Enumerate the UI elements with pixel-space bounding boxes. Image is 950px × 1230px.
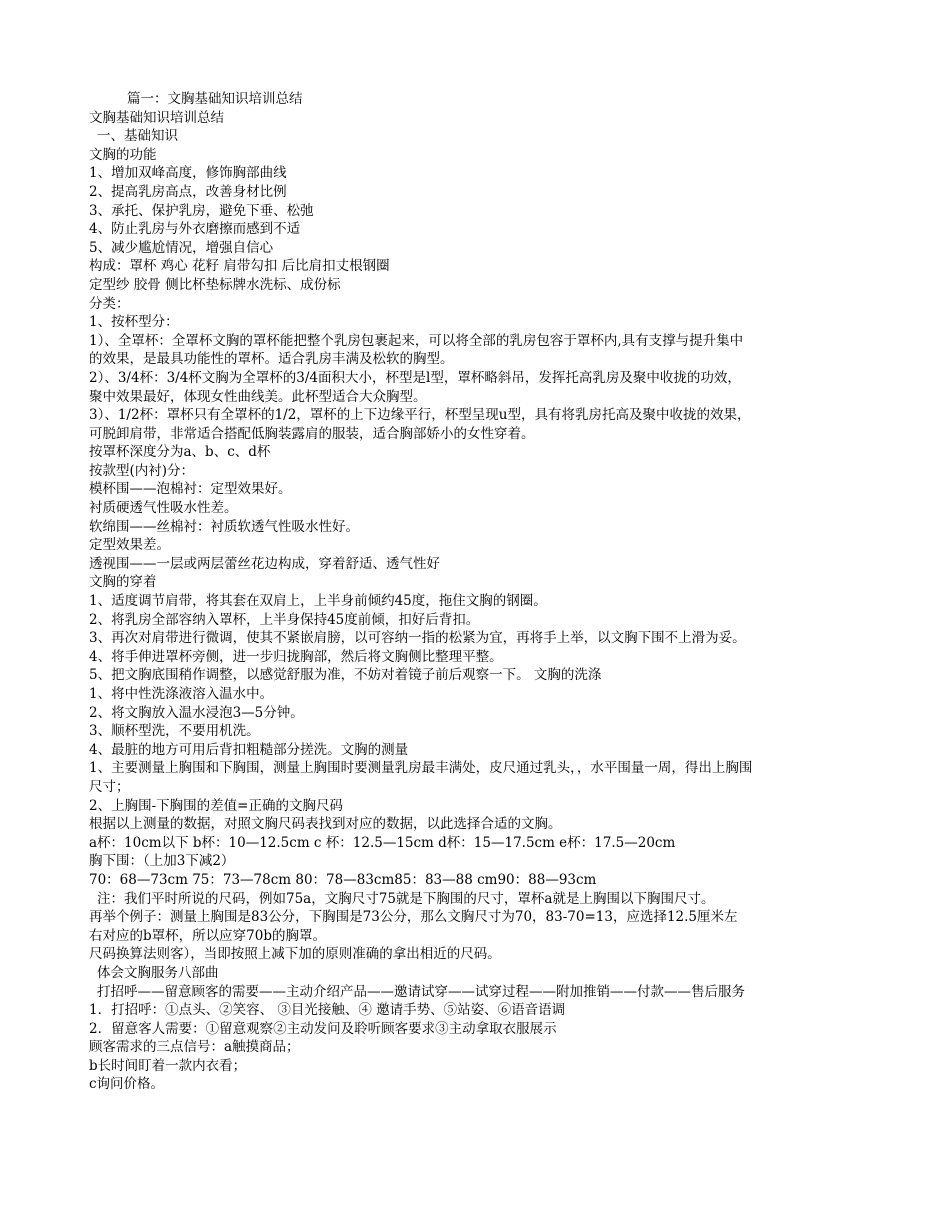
text-line: 尺寸； (89, 778, 130, 795)
text-line: 打招呼——留意顾客的需要——主动介绍产品——邀请试穿——试穿过程——附加推销——付款——售后服务 (97, 983, 745, 1000)
text-line: 2）、3/4杯：3/4杯文胸为全罩杯的3/4面积大小，杯型是l型，罩杯略斜吊，发挥托高乳房及聚中收拢的功效， (89, 369, 741, 386)
text-line: 根据以上测量的数据，对照文胸尺码表找到对应的数据，以此选择合适的文胸。 (89, 816, 562, 833)
text-line: 5、减少尴尬情况，增强自信心 (89, 239, 274, 256)
document-title: 文胸基础知识培训总结 (89, 109, 224, 126)
text-line: 按罩杯深度分为a、b、c、d杯 (89, 444, 271, 461)
text-line: 注：我们平时所说的尺码，例如75a，文胸尺寸75就是下胸围的尺寸，罩杯a就是上胸围以下胸围尺寸。 (97, 890, 715, 907)
text-line: 1、增加双峰高度，修饰胸部曲线 (89, 165, 287, 182)
text-line: a杯：10cm以下 b杯：10—12.5cm c 杯：12.5—15cm d杯：15—17.5cm e杯：17.5—20cm (89, 834, 676, 851)
text-line: 4、将手伸进罩杯旁侧，进一步归拢胸部，然后将文胸侧比整理平整。 (89, 648, 503, 665)
text-line: 右对应的b罩杯，所以应穿70b的胸罩。 (89, 927, 326, 944)
text-line: 透视围——一层或两层蕾丝花边构成，穿着舒适、透气性好 (89, 555, 440, 572)
text-line: 3、承托、保护乳房，避免下垂、松弛 (89, 202, 314, 219)
text-line: 的效果，是最具功能性的罩杯。适合乳房丰满及松软的胸型。 (89, 351, 454, 368)
text-line: 2、将文胸放入温水浸泡3—5分钟。 (89, 704, 304, 721)
text-line: 1、适度调节肩带，将其套在双肩上，上半身前倾约45度，拖住文胸的钢圈。 (89, 593, 547, 610)
text-line: 1）、全罩杯：全罩杯文胸的罩杯能把整个乳房包裹起来，可以将全部的乳房包容于罩杯内,具有支撑与提升集中 (89, 332, 744, 349)
text-line: 3、顺杯型洗，不要用机洗。 (89, 723, 260, 740)
text-line: 可脱卸肩带，非常适合搭配低胸装露肩的服装，适合胸部娇小的女性穿着。 (89, 425, 535, 442)
text-line: 3、再次对肩带进行微调，使其不紧嵌肩膀，以可容纳一指的松紧为宜，再将手上举，以文胸下围不上滑为妥。 (89, 630, 746, 647)
text-line: 模杯围——泡棉衬：定型效果好。 (89, 481, 292, 498)
text-line: 衬质硬透气性吸水性差。 (89, 500, 238, 517)
text-line: 3）、1/2杯：罩杯只有全罩杯的1/2，罩杯的上下边缘平行，杯型呈现u型，具有将乳房托高及聚中收拢的效果， (89, 407, 751, 424)
text-line: 再举个例子：测量上胸围是83公分，下胸围是73公分，那么文胸尺寸为70，83-70=13，应选择12.5厘米左 (89, 909, 738, 926)
subsection-heading: 文胸的穿着 (89, 574, 157, 591)
text-line: 2、提高乳房高点，改善身材比例 (89, 183, 287, 200)
text-line: 1、主要测量上胸围和下胸围，测量上胸围时要测量乳房最丰满处，皮尺通过乳头，，水平围量一周，得出上胸围 (89, 760, 753, 777)
text-line: 胸下围：（上加3下减2） (89, 853, 235, 870)
document-heading: 篇一：文胸基础知识培训总结 (127, 91, 303, 107)
text-line: 1．打招呼：①点头、②笑容、 ③目光接触、④ 邀请手势、⑤站姿、⑥语音语调 (89, 1002, 566, 1019)
text-line: 1、按杯型分： (89, 314, 179, 331)
text-line: 定型效果差。 (89, 537, 170, 554)
text-line: 1、将中性洗涤液溶入温水中。 (89, 686, 274, 702)
text-line: c询问价格。 (89, 1076, 165, 1093)
text-line: 软绵围——丝棉衬：衬质软透气性吸水性好。 (89, 518, 359, 535)
section-heading: 一、基础知识 (97, 128, 178, 145)
text-line: 2、将乳房全部容纳入罩杯，上半身保持45度前倾，扣好后背扣。 (89, 611, 480, 628)
text-line: 70：68—73cm 75：73—78cm 80：78—83cm85：83—88 cm90：88—93cm (89, 871, 597, 888)
text-line: 按款型(内衬)分： (89, 462, 195, 479)
text-line: 聚中效果最好，体现女性曲线美。此杯型适合大众胸型。 (89, 388, 427, 405)
text-line: 顾客需求的三点信号：a触摸商品； (89, 1039, 300, 1056)
text-line: 尺码换算法则客），当即按照上减下加的原则准确的拿出相近的尺码。 (89, 946, 501, 963)
text-line: 定型纱 胶骨 侧比杯垫标牌水洗标、成份标 (89, 276, 341, 293)
text-line: b长时间盯着一款内衣看； (89, 1057, 247, 1074)
subsection-heading: 文胸的功能 (89, 146, 157, 163)
text-line: 构成：罩杯 鸡心 花籽 肩带勾扣 后比肩扣丈根钢圈 (89, 258, 390, 275)
text-line: 2、上胸围-下胸围的差值=正确的文胸尺码 (89, 797, 343, 814)
text-line: 5、把文胸底围稍作调整，以感觉舒服为准，不妨对着镜子前后观察一下。 文胸的洗涤 (89, 667, 602, 684)
text-line: 2．留意客人需要：①留意观察②主动发问及聆听顾客要求③主动拿取衣服展示 (89, 1020, 557, 1037)
text-line: 分类： (89, 295, 130, 312)
text-line: 4、防止乳房与外衣磨擦而感到不适 (89, 221, 301, 238)
text-line: 4、最脏的地方可用后背扣粗糙部分搓洗。文胸的测量 (89, 741, 409, 758)
document-body (89, 90, 879, 1094)
section-heading: 体会文胸服务八部曲 (97, 964, 219, 981)
